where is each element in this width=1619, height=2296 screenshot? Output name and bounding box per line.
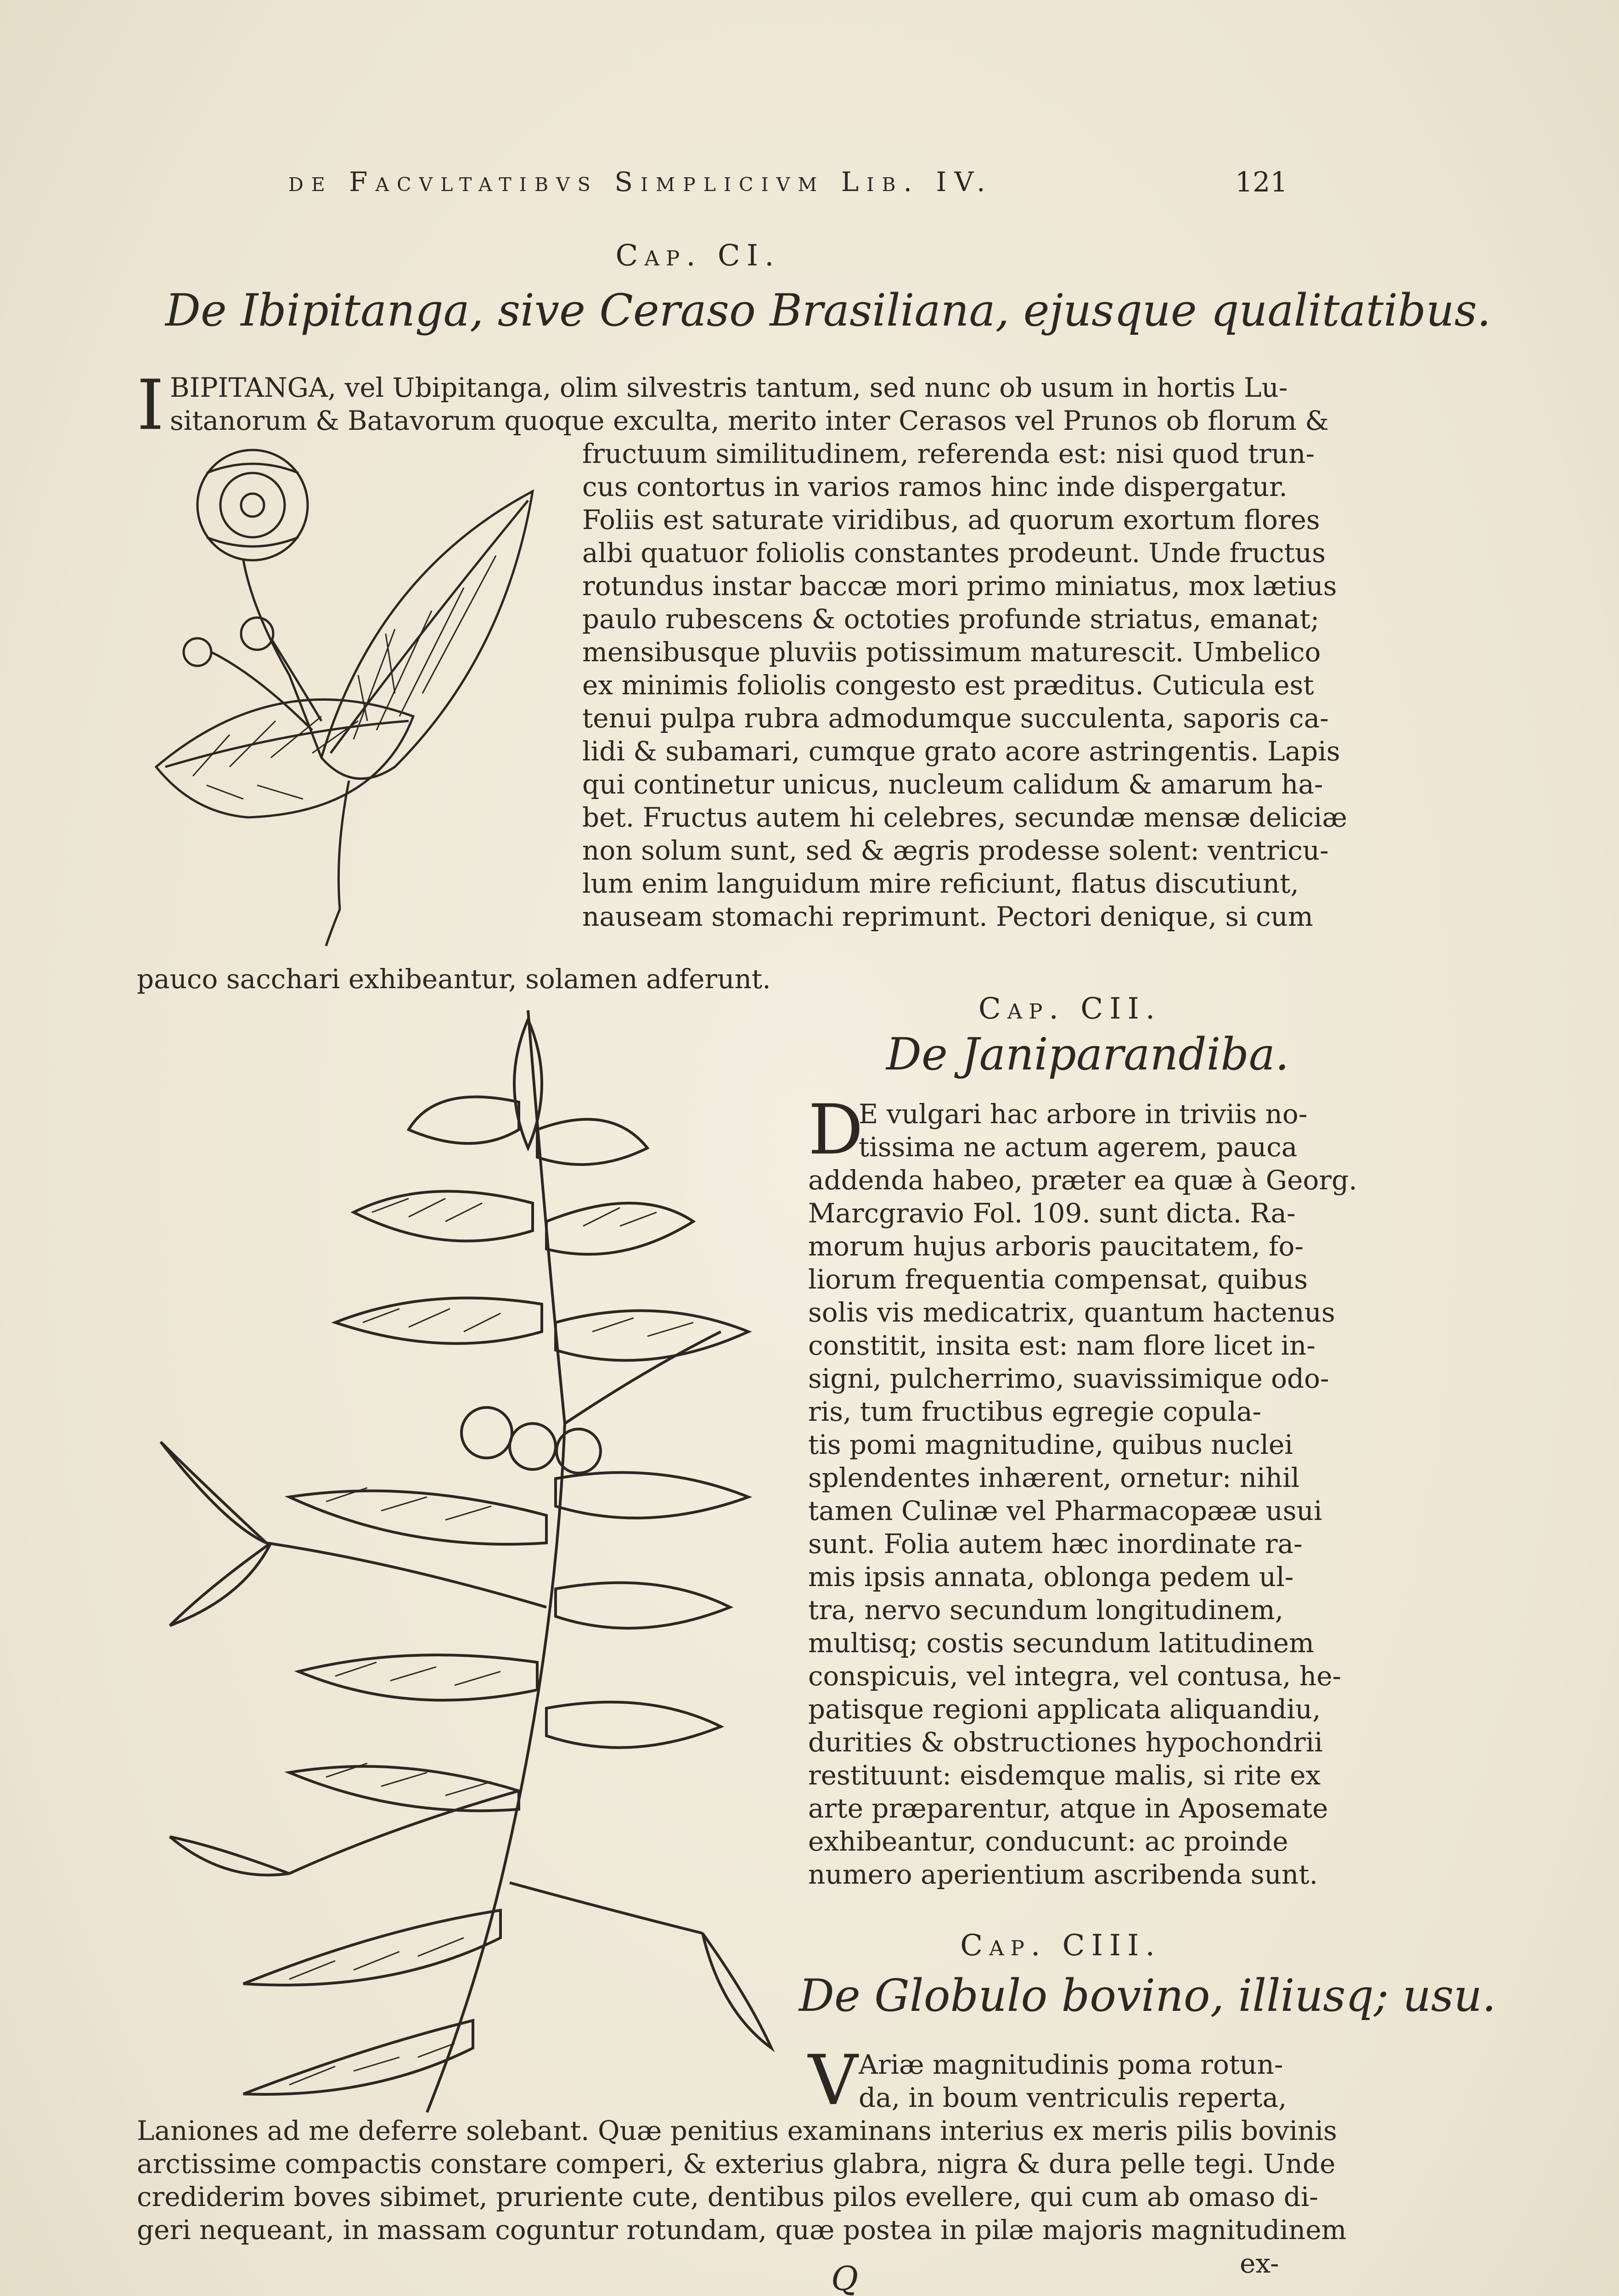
text-line: tissima ne actum agerem, pauca	[859, 1131, 1298, 1163]
drop-capital: I	[137, 366, 164, 445]
text-line: conspicuis, vel integra, vel contusa, he-	[808, 1660, 1342, 1692]
text-line: morum hujus arboris paucitatem, fo-	[808, 1231, 1304, 1262]
ibipitanga-woodcut-svg	[138, 436, 565, 955]
text-line: Marcgravio Fol. 109. sunt dicta. Ra-	[808, 1198, 1296, 1229]
text-line: fructuum similitudinem, referenda est: nisi quod trun-	[582, 438, 1315, 469]
ibipitanga-woodcut-icon	[138, 436, 565, 955]
running-title: de Facvltatibvs Simplicivm Lib. IV.	[288, 166, 993, 197]
text-line: non solum sunt, sed & ægris prodesse solent: ventricu-	[582, 835, 1329, 866]
text-line: liorum frequentia compensat, quibus	[808, 1264, 1308, 1295]
chapter-103-text	[808, 2041, 1287, 2121]
text-line: Foliis est saturate viridibus, ad quorum exortum flores	[582, 504, 1320, 535]
text-line: patisque regioni applicata aliquandiu,	[808, 1694, 1321, 1725]
text-line: nauseam stomachi reprimunt. Pectori denique, si cum	[582, 901, 1313, 932]
text-line: pauco sacchari exhibeantur, solamen adferunt.	[137, 963, 771, 995]
text-line: E vulgari hac arbore in triviis no-	[859, 1098, 1308, 1130]
text-line: lum enim languidum mire reficiunt, flatus discutiunt,	[582, 868, 1299, 899]
chapter-101-last-line	[137, 962, 917, 996]
signature-mark: Q	[831, 2259, 859, 2296]
text-line: crediderim boves sibimet, pruriente cute, dentibus pilos evellere, qui cum ab omaso di-	[137, 2181, 1319, 2212]
text-line: sunt. Folia autem hæc inordinate ra-	[808, 1528, 1303, 1559]
text-line: da, in boum ventriculis reperta,	[859, 2082, 1287, 2113]
text-line: ex minimis foliolis congesto est præditus. Cuticula est	[582, 670, 1314, 701]
text-line: paulo rubescens & octoties profunde striatus, emanat;	[582, 603, 1320, 635]
text-line: arte præparentur, atque in Aposemate	[808, 1793, 1328, 1824]
text-line: arctissime compactis constare comperi, & exterius glabra, nigra & dura pelle tegi. Unde	[137, 2148, 1336, 2179]
chapter-103-text-full	[137, 2114, 1347, 2246]
text-line: Laniones ad me deferre solebant. Quæ penitius examinans interius ex meris pilis bovinis	[137, 2115, 1337, 2146]
chapter-title: De Globulo bovino, illiusq; usu.	[799, 1970, 1496, 2021]
text-line: durities & obstructiones hypochondrii	[808, 1727, 1323, 1758]
text-line: solis vis medicatrix, quantum hactenus	[808, 1297, 1335, 1328]
janiparandiba-woodcut-svg	[152, 1010, 785, 2122]
text-line: cus contortus in varios ramos hinc inde dispergatur.	[582, 471, 1287, 502]
text-line: restituunt: eisdemque malis, si rite ex	[808, 1760, 1321, 1791]
text-line: mis ipsis annata, oblonga pedem ul-	[808, 1561, 1294, 1593]
text-line: bet. Fructus autem hi celebres, secundæ mensæ deliciæ	[582, 802, 1347, 833]
text-line: sitanorum & Batavorum quoque exculta, merito inter Cerasos vel Prunos ob florum &	[170, 405, 1329, 436]
drop-capital: D	[808, 1090, 864, 1170]
text-line: ris, tum fructibus egregie copula-	[808, 1396, 1262, 1427]
text-line: tenui pulpa rubra admodumque succulenta, saporis ca-	[582, 703, 1329, 734]
chapter-title: De Janiparandiba.	[886, 1029, 1289, 1080]
chapter-title: De Ibipitanga, sive Ceraso Brasiliana, ejusque qualitatibus.	[165, 285, 1491, 336]
text-line: albi quatuor foliolis constantes prodeunt. Unde fructus	[582, 537, 1326, 568]
catchword: ex-	[1240, 2248, 1279, 2279]
text-line: numero aperientium ascribenda sunt.	[808, 1859, 1318, 1890]
page-number: 121	[1235, 166, 1288, 198]
chapter-number: Cap. CI.	[615, 239, 781, 273]
text-line: Ariæ magnitudinis poma rotun-	[859, 2049, 1283, 2080]
text-line: mensibusque pluviis potissimum maturescit. Umbelico	[582, 636, 1321, 668]
text-line: exhibeantur, conducunt: ac proinde	[808, 1826, 1288, 1857]
text-line: tis pomi magnitudine, quibus nuclei	[808, 1429, 1293, 1460]
text-line: signi, pulcherrimo, suavissimique odo-	[808, 1363, 1329, 1394]
janiparandiba-woodcut-icon	[152, 1010, 785, 2122]
chapter-number: Cap. CIII.	[960, 1929, 1161, 1963]
text-line: lidi & subamari, cumque grato acore astringentis. Lapis	[582, 736, 1340, 767]
text-line: tamen Culinæ vel Pharmacopææ usui	[808, 1495, 1322, 1526]
text-line: rotundus instar baccæ mori primo miniatus, mox lætius	[582, 570, 1337, 602]
text-line: constitit, insita est: nam flore licet in-	[808, 1330, 1315, 1361]
text-line: multisq; costis secundum latitudinem	[808, 1627, 1315, 1659]
text-line: BIPITANGA, vel Ubipitanga, olim silvestris tantum, sed nunc ob usum in hortis Lu-	[170, 372, 1288, 403]
text-line: qui continetur unicus, nucleum calidum & amarum ha-	[582, 769, 1323, 800]
chapter-101-text	[137, 366, 1329, 445]
chapter-101-text-column	[582, 437, 1347, 933]
text-line: geri nequeant, in massam coguntur rotundam, quæ postea in pilæ majoris magnitudinem	[137, 2214, 1347, 2245]
drop-capital: V	[808, 2041, 858, 2121]
text-line: splendentes inhærent, ornetur: nihil	[808, 1462, 1300, 1493]
running-head	[0, 166, 1619, 208]
chapter-number: Cap. CII.	[978, 992, 1162, 1026]
text-line: tra, nervo secundum longitudinem,	[808, 1594, 1284, 1626]
chapter-102-text	[808, 1090, 1357, 1891]
text-line: addenda habeo, præter ea quæ à Georg.	[808, 1165, 1357, 1196]
